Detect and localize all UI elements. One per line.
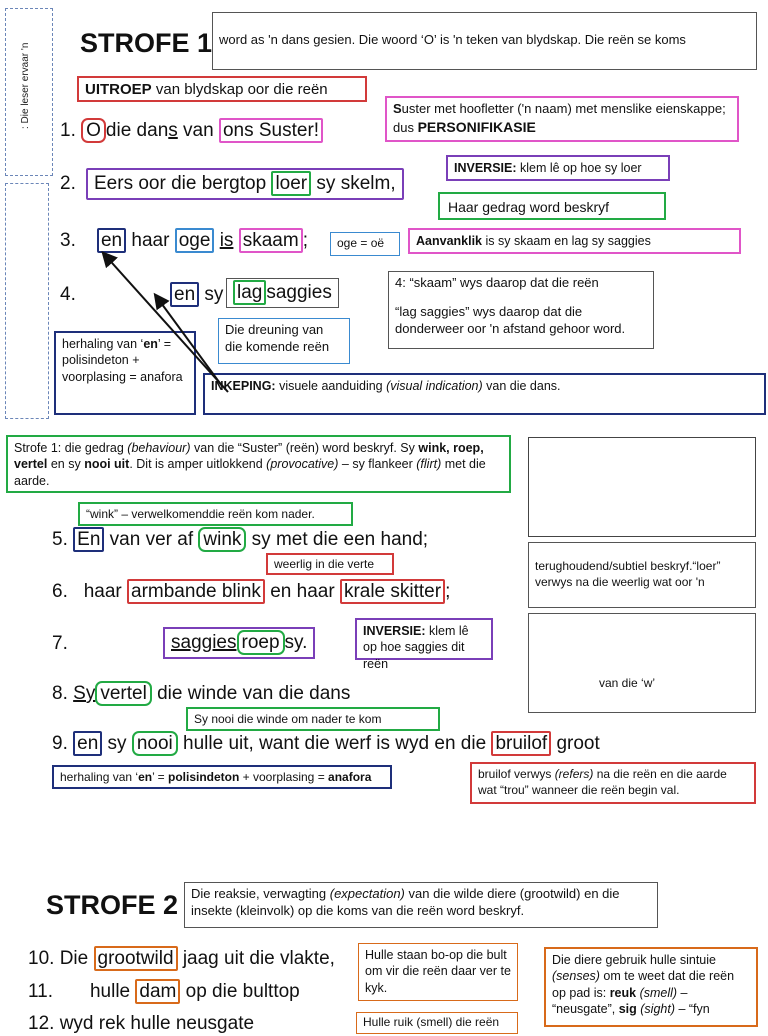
word-armbande-blink: armbande blink bbox=[127, 579, 265, 604]
uitroep-label: UITROEP bbox=[85, 81, 152, 98]
inkeping-note: INKEPING: visuele aanduiding (visual indication) van die dans. bbox=[203, 373, 766, 415]
word-nooi: nooi bbox=[132, 731, 178, 756]
word-dam: dam bbox=[135, 979, 180, 1004]
word-o: O bbox=[81, 118, 106, 143]
sintuie-note: Die diere gebruik hulle sintuie (senses) om te weet dat die reën op pad is: reuk (smell) – “neusgate”, sig (sight) – “fyn bbox=[544, 947, 758, 1027]
word-en-4: en bbox=[170, 282, 199, 307]
aanvanklik-bold: Aanvanklik bbox=[416, 234, 483, 248]
strofe-1-heading: STROFE 1 bbox=[80, 28, 213, 58]
empty-box-top bbox=[528, 437, 756, 537]
inversie-rest: klem lê op hoe sy loer bbox=[516, 161, 642, 175]
word-en-5: En bbox=[73, 527, 104, 552]
sidebar-vertical-text: : Die leser ervaar 'n bbox=[20, 42, 31, 129]
poem-line-5: 5. En van ver af wink sy met die een hand; bbox=[52, 529, 429, 550]
gedrag-note-text: Haar gedrag word beskryf bbox=[448, 199, 610, 215]
word-en-3: en bbox=[97, 228, 126, 253]
line-7-box: saggies roep sy. bbox=[163, 627, 315, 659]
herhaling-note-1: herhaling van ‘en’ = polisindeton + voorplasing = anafora bbox=[54, 331, 196, 415]
word-bruilof: bruilof bbox=[491, 731, 551, 756]
inversie-note-2: INVERSIE: klem lê op hoe saggies dit reën bbox=[355, 618, 493, 660]
poem-line-12: 12. wyd rek hulle neusgate bbox=[28, 1013, 255, 1034]
poem-text: s bbox=[168, 120, 178, 141]
arrow-to-line-3 bbox=[104, 254, 228, 392]
inversie-label: INVERSIE: bbox=[454, 161, 517, 175]
word-oge: oge bbox=[175, 228, 215, 253]
herhaling-note-2: herhaling van ‘en’ = polisindeton + voorplasing = anafora bbox=[52, 765, 392, 789]
bruilof-note: bruilof verwys (refers) na die reën en die aarde wat “trou” wanneer die reën begin val. bbox=[470, 762, 756, 804]
poem-line-8: 8. Sy vertel die winde van die dans bbox=[52, 683, 351, 704]
poem-line-6: 6. haar armbande blink en haar krale skitter ; bbox=[52, 581, 451, 602]
wink-note: “wink” – verwelkomenddie reën kom nader. bbox=[78, 502, 353, 526]
uitroep-rest: van blydskap oor die reën bbox=[151, 81, 328, 98]
terug-note: terughoudend/subtiel beskryf.“loer” verwys na die weerlig wat oor 'n bbox=[528, 542, 756, 608]
poem-text: Eers oor die bergtop bbox=[94, 173, 272, 194]
word-wink: wink bbox=[198, 527, 246, 552]
word-loer: loer bbox=[271, 171, 311, 196]
aanvanklik-rest: is sy skaam en lag sy saggies bbox=[482, 234, 651, 248]
poem-line-9: 9. en sy nooi hulle uit, want die werf is wyd en die bruilof groot bbox=[52, 733, 600, 754]
word-is: is bbox=[219, 230, 234, 251]
line-number-3: 3. bbox=[60, 230, 76, 251]
word-en-9: en bbox=[73, 731, 102, 756]
oge-note-text: oge = oë bbox=[337, 236, 385, 250]
word-saggies: saggies bbox=[266, 282, 332, 303]
suster-note-s: S bbox=[393, 101, 402, 116]
poem-text: die dan bbox=[105, 120, 169, 141]
line-number-4: 4. bbox=[60, 284, 76, 305]
strofe-2-heading: STROFE 2 bbox=[46, 890, 179, 920]
dreuning-note-text: Die dreuning van die komende reën bbox=[225, 322, 330, 354]
weerlig-note: weerlig in die verte bbox=[266, 553, 394, 575]
poem-line-11: 11. hulle dam op die bulttop bbox=[28, 981, 300, 1002]
intro-note-text: word as 'n dans gesien. Die woord ‘O’ is 'n teken van blydskap. Die reën se koms bbox=[219, 32, 686, 47]
word-grootwild: grootwild bbox=[94, 946, 178, 971]
arrow-to-line-4 bbox=[156, 296, 222, 386]
vandie-note: van die ‘w’ bbox=[528, 613, 756, 713]
skaam-note-1: 4: “skaam” wys daarop dat die reën bbox=[395, 275, 599, 290]
poem-text: sy skelm, bbox=[311, 173, 396, 194]
ruik-note: Hulle ruik (smell) die reën bbox=[356, 1012, 518, 1034]
poem-line-3: 3. en haar oge is skaam ; bbox=[60, 230, 308, 251]
word-ons-suster: ons Suster! bbox=[219, 118, 323, 143]
word-krale-skitter: krale skitter bbox=[340, 579, 445, 604]
nooi-note: Sy nooi die winde om nader te kom bbox=[186, 707, 440, 731]
poem-text: van bbox=[177, 120, 219, 141]
line-number-1: 1. bbox=[60, 120, 76, 141]
word-lag: lag bbox=[233, 280, 266, 305]
poem-line-10: 10. Die grootwild jaag uit die vlakte, bbox=[28, 948, 335, 969]
word-vertel: vertel bbox=[95, 681, 151, 706]
bultop-note: Hulle staan bo-op die bult om vir die reën daar ver te kyk. bbox=[358, 943, 518, 1001]
strofe-1-summary: Strofe 1: die gedrag (behaviour) van die “Suster” (reën) word beskryf. Sy wink, roep, vertel en sy nooi uit. Dit is amper uitlokkend (provocative) – sy flankeer (flirt) met die aarde. bbox=[6, 435, 511, 493]
word-skaam: skaam bbox=[239, 228, 303, 253]
suster-note-rest: uster met hoofletter ('n naam) met menslike eienskappe; dus bbox=[393, 101, 726, 135]
word-roep: roep bbox=[237, 630, 285, 655]
suster-note-bold: PERSONIFIKASIE bbox=[417, 118, 536, 135]
poem-text: haar bbox=[126, 230, 175, 251]
strofe-2-intro: Die reaksie, verwagting (expectation) van die wilde diere (grootwild) en die insekte (kleinvolk) op die koms van die reën word beskryf. bbox=[184, 882, 658, 928]
skaam-note-2: “lag saggies” wys daarop dat die donderweer oor 'n afstand gehoor word. bbox=[395, 303, 626, 336]
poem-line-7: 7. bbox=[52, 633, 68, 654]
poem-line-4-words: en sy bbox=[170, 283, 229, 307]
line-number-2: 2. bbox=[60, 173, 76, 194]
